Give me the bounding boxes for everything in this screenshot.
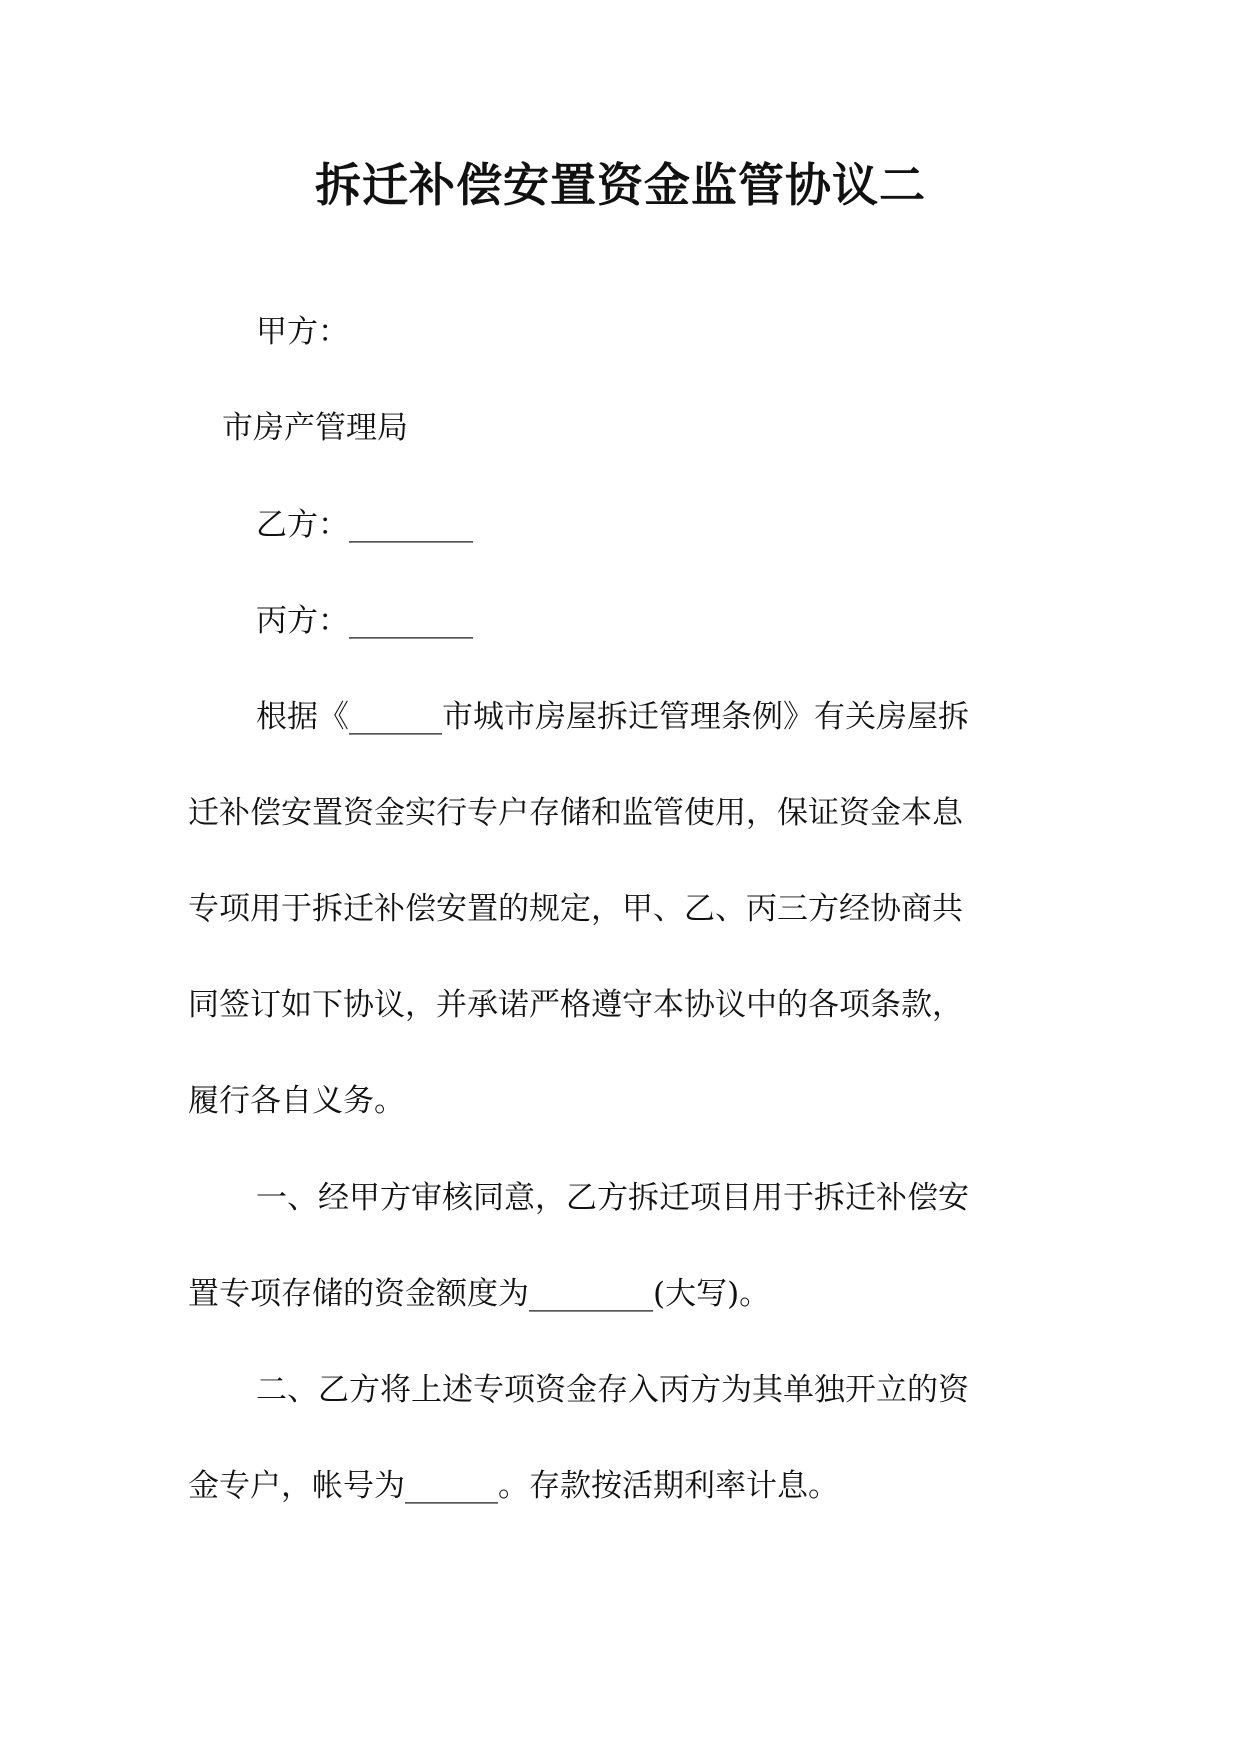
clause-2-line: 二、乙方将上述专项资金存入丙方为其单独开立的资 (256, 1372, 969, 1408)
preamble-line: 根据《______市城市房屋拆迁管理条例》有关房屋拆 (256, 699, 969, 735)
preamble-line: 专项用于拆迁补偿安置的规定，甲、乙、丙三方经协商共 (188, 891, 963, 927)
party-b-label: 乙方：________ (256, 507, 473, 543)
party-c-label: 丙方：________ (256, 603, 473, 639)
preamble-line: 同签订如下协议，并承诺严格遵守本协议中的各项条款， (188, 987, 963, 1023)
preamble-line: 迁补偿安置资金实行专户存储和监管使用，保证资金本息 (188, 795, 963, 831)
clause-1-line: 置专项存储的资金额度为________(大写)。 (188, 1276, 771, 1312)
party-a-org: 市房产管理局 (222, 410, 408, 446)
clause-1-line: 一、经甲方审核同意，乙方拆迁项目用于拆迁补偿安 (256, 1180, 969, 1216)
preamble-line: 履行各自义务。 (188, 1083, 405, 1119)
document-title: 拆迁补偿安置资金监管协议二 (315, 158, 926, 212)
clause-2-line: 金专户，帐号为______。存款按活期利率计息。 (188, 1468, 839, 1504)
party-a-label: 甲方： (256, 314, 349, 350)
